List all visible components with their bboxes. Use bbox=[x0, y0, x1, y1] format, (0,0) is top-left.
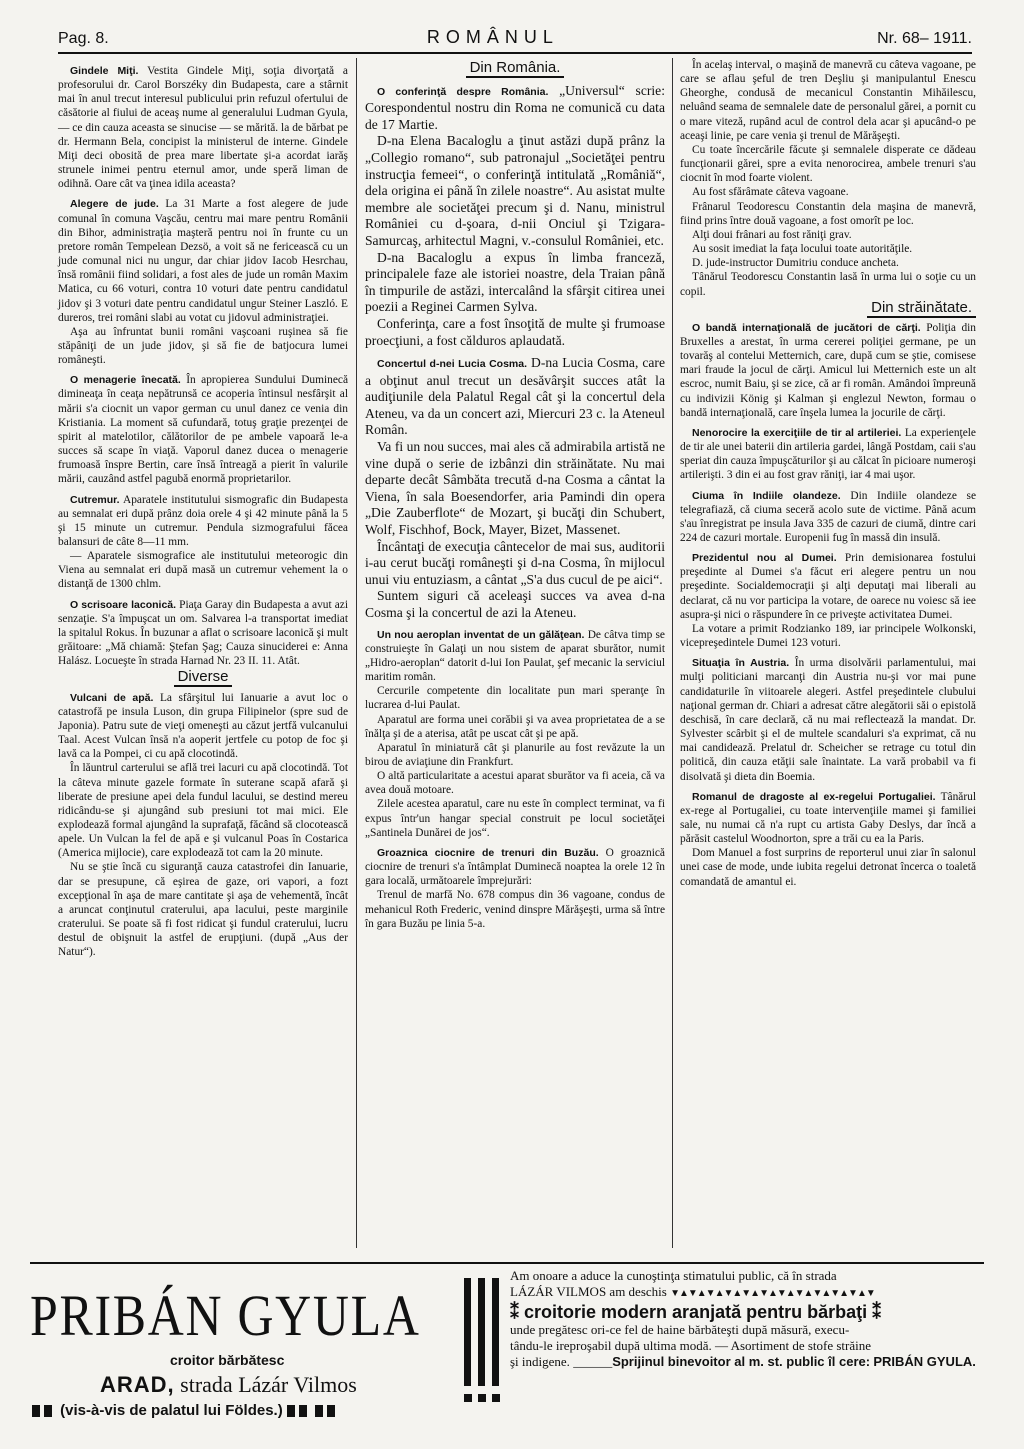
article-paragraph bbox=[680, 656, 976, 783]
article-heading: Cutremur. bbox=[70, 493, 120, 506]
article-heading: O bandă internaţională de jucători de cărţi. bbox=[692, 321, 921, 334]
article-text: La experienţele de tir ale unei baterii din artileria gardei, lângă Postdam, caii s'au speriat din cauza împuşcăturilor şi au călcat în picioare numeroşi artilerişti. 3 din ei au fost grav răniţi, iar 4 mai uşor. bbox=[680, 426, 976, 482]
article-heading: O conferinţă despre România. bbox=[377, 85, 549, 98]
article-text: D-na Lucia Cosma, care a obţinut anul trecut un desăvârşit succes atât la audiţiunile dela Palatul Regal cât şi la concertul dela Ateneu, va da un concert azi, Miercuri 23 c. la Ateneul Român. bbox=[365, 355, 665, 438]
article-text: De câtva timp se construieşte în Galaţi un nou sistem de aparat sburător, numit „Hidro-aeroplan“ datorit d-lui Ion Paulat, şef mecanic la serviciul maritim român. bbox=[365, 628, 665, 684]
article-paragraph bbox=[58, 373, 348, 486]
issue-number: Nr. 68– 1911. bbox=[877, 30, 972, 47]
article-heading: Concertul d-nei Lucia Cosma. bbox=[377, 358, 528, 371]
article-paragraph bbox=[365, 846, 665, 888]
article-text: Piaţa Garay din Budapesta a avut azi senzaţie. S'a împuşcat un om. Salvarea l-a transportat imediat la spitalul Rokus. În buzunar a aflat o scrisoare laconică şi mult grăitoare: „Mă chiamă: Ştefan Şag; Cauza sinuciderei e: Anna Halász. Locueşte în strada Harnad Nr. 23 II. 11. Atât. bbox=[58, 598, 348, 668]
article-text: În lăuntrul carterului se află trei lacuri cu apă clocotindă. Tot la câteva minute gazele formate în suterane scapă afară şi liberate de presiune apei dela fundul lacului, se destind mereu ridicându-se şi ajungând sub presiuni tot mai mici. Ele explodează formal ajungând la suprafaţă, făcând să clocotească apele. Un Vulcan la fel de apă e şi vulcanul Poas în Costarica (America mijlocie), care explodează tot cam la 20 minute. bbox=[58, 762, 348, 860]
article-text: Aşa au înfruntat bunii români vaşcoani ruşinea să fie stăpâniţi de un jude jidov, şi să fie de batjocura lumei româneşti. bbox=[58, 325, 348, 367]
article-paragraph bbox=[680, 622, 976, 650]
column-1 bbox=[58, 58, 348, 960]
article-paragraph bbox=[680, 200, 976, 228]
article-heading: Gindele Miţi. bbox=[70, 65, 139, 77]
article-text: D. jude-instructor Dumitriu conduce ancheta. bbox=[692, 257, 899, 270]
article-paragraph bbox=[365, 797, 665, 839]
article-paragraph bbox=[680, 321, 976, 420]
ad-city: ARAD, bbox=[100, 1372, 175, 1397]
ad-address bbox=[100, 1372, 357, 1398]
article-text: Dom Manuel a fost surprins de reporterul unui ziar în salonul unei case de mode, unde iubita regelui detronat încerca o toaletă comandată de amantul ei. bbox=[680, 847, 976, 888]
article-text: D-na Elena Bacaloglu a ţinut astăzi după prânz la „Collegio romano“, sub patronajul „Societăţei pentru instrucţia femeei“, o conferinţă intitulată „Româniă“, dela origina ei până în zilele noastre“. Au asistat multe membre ale societăţei precum şi d. Nanu, ministrul României cu d-şoara, d-nii Onciul şi Tzigara-Samurcaş, arhitectul Magni, v.-consulul României, etc. bbox=[365, 133, 665, 248]
article-paragraph bbox=[680, 143, 976, 185]
article-paragraph bbox=[58, 64, 348, 191]
article-text: Prin demisionarea fostului preşedinte al Dumei s'a făcut eri alegere pentru un nou preşedinte. Socialdemocraţii şi alţi deputaţi mai liberali au declarat, că nu vor participa la votare, de oarece nu voiesc să iee asupra-şi nici o răspundere în ce priveşte activitatea Dumei. bbox=[680, 552, 976, 621]
article-heading: Vulcani de apă. bbox=[70, 691, 154, 704]
article-heading: Nenorocire la exerciţiile de tir al artileriei. bbox=[692, 426, 902, 439]
article-heading: Groaznica ciocnire de trenuri din Buzău. bbox=[377, 846, 599, 859]
article-text: Aparatul în miniatură cât şi planurile au fost revăzute la un birou de aviaţiune din Frankfurt. bbox=[365, 741, 665, 768]
article-text: O altă particularitate a acestui aparat sburător va fi aceia, că va avea două motoare. bbox=[365, 770, 665, 797]
article-text: Nu se ştie încă cu siguranţă cauza catastrofei din Ianuarie, dar se presupune, că eşirea de gaze, ori vapori, a fozt excepţional în aşa de mare cantitate şi aşa de vehementă, încât a aruncat conţinutul craterului, apa lacului, peste marginile craterului. Se poate să fi fost ridicat şi fundul craterului, lucru destul de obişnuit la astfel de erupţiuni. (după „Aus der Natur“). bbox=[58, 861, 348, 959]
article-text: Conferinţa, care a fost însoţită de multe şi frumoase proecţiuni, a fost călduros aplaudată. bbox=[365, 315, 665, 348]
article-text: Au sosit imediat la faţa locului toate autorităţile. bbox=[692, 243, 913, 256]
article-text: Alţi doui frânari au fost răniţi grav. bbox=[692, 228, 852, 241]
article-text: La sfârşitul lui Ianuarie a avut loc o catastrofă pe insula Luson, din grupa Filipinelor (spre sud de Japonia). Patru sute de vieţi omeneşti au căzut jertfă vulcanului Taal. Acest Vulcan însă n'a aoperit jertfele cu potop de foc şi lavă ca la Pompei, ci cu apă clocotindă. bbox=[58, 691, 348, 761]
article-paragraph bbox=[365, 133, 665, 249]
article-heading: Romanul de dragoste al ex-regelui Portugaliei. bbox=[692, 790, 936, 803]
article-paragraph bbox=[680, 58, 976, 143]
article-text: În acelaş interval, o maşină de manevră cu câteva vagoane, pe care se aflau şeful de tren Deşliu şi manipulantul Enescu Gheorghe, condusă de mecanicul Constantin Mihăilescu, neluând seama de semnalele date de personalul gărei, a pornit cu o mare viteză, rupând acul de control dela acar şi apucând-o pe aceaşi linie, pe care venia şi trenul de Mărăşeşti. bbox=[680, 59, 976, 142]
article-text: — Aparatele sismografice ale institutului meteorogic din Viena au semnalat eri după masă un cutremur vehement la o distanţă de 1300 chlm. bbox=[58, 550, 348, 591]
article-paragraph bbox=[680, 242, 976, 256]
page-number: Pag. 8. bbox=[58, 30, 109, 47]
article-paragraph bbox=[365, 741, 665, 769]
article-paragraph bbox=[58, 761, 348, 860]
article-paragraph bbox=[680, 489, 976, 546]
article-text: O groaznică ciocnire de trenuri s'a întâmplat Duminecă noaptea la orele 12 în gara locală, următoarele împrejurări: bbox=[365, 846, 665, 888]
article-text: Încântaţi de execuţia cântecelor de mai sus, auditorii i-au cerut bucăţi româneşti şi d-na Cosma, în mijlocul unui viu entuziasm, a cântat „S'a dus cucul de pe aici“. bbox=[365, 538, 665, 587]
article-text: Frânarul Teodorescu Constantin dela maşina de manevră, fiind prins între două vagoane, a fost omorît pe loc. bbox=[680, 200, 976, 227]
article-paragraph bbox=[58, 197, 348, 324]
article-paragraph bbox=[365, 769, 665, 797]
article-text: Tânărul Teodorescu Constantin lasă în urma lui o soţie cu un copil. bbox=[680, 271, 976, 298]
newspaper-title: ROMÂNUL bbox=[426, 27, 559, 47]
article-paragraph bbox=[680, 790, 976, 847]
page-header bbox=[58, 20, 972, 54]
column-divider bbox=[672, 58, 673, 1248]
article-text: Poliţia din Bruxelles a arestat, în urma cererei poliţiei germane, pe un tovarăş al contelui Metternich, care, după cum se ştie, comisese mari fraude la jocul de cărţi. Amicul lui Metternich este un alt escroc, numit Baiu, şi se zice, că ar fi român. Amândoi împreună cu indivizii König şi Kalman şi englezul Newton, formau o bandă internaţională, care înşela lumea la jocurile de cărţi. bbox=[680, 321, 976, 419]
ad-street: strada Lázár Vilmos bbox=[180, 1372, 357, 1397]
article-paragraph bbox=[680, 426, 976, 483]
article-paragraph bbox=[365, 83, 665, 134]
ad-name: PRIBÁN GYULA bbox=[30, 1283, 421, 1348]
article-text: În urma disolvării parlamentului, mai mulţi politiciani marcanţi din Austria nu-şi vor mai pune candidaturile în viitoarele alegeri. Astfel preşedintele clubului naţional german dr. Chiari a adresat către alegătorii săi o epistolă deschisă, în care declară, că nu mai reflectează la mandat. Dr. Sylvester scârbit şi el de multele scandaluri s'a exprimat, că nu mai candidează. Prelatul dr. Scheicher se retrage cu totul din politică, din cauza etăţii sale înaintate. La vară probabil va fi disolvată şi dieta din Boemia. bbox=[680, 657, 977, 783]
article-heading: Situaţia în Austria. bbox=[692, 657, 790, 670]
article-text: D-na Bacaloglu a expus în limba franceză, principalele faze ale istoriei noastre, dela Traian până în timpurile de astăzi, intercalând la sfârşit citirea unei poezii a Reginei Carmen Sylva. bbox=[365, 249, 665, 315]
article-paragraph bbox=[680, 551, 976, 622]
ad-trade: croitor bărbătesc bbox=[170, 1352, 285, 1368]
article-text: Cu toate încercările făcute şi semnalele disperate ce dădeau funcţionarii gărei, spre a evita nenorocirea, ambele trenuri s'au ciocnit în mod foarte violent. bbox=[680, 143, 976, 185]
section-title: Din străinătate. bbox=[680, 301, 976, 315]
article-paragraph bbox=[680, 256, 976, 270]
article-paragraph bbox=[58, 860, 348, 959]
article-text: Aparatele institutului sismografic din Budapesta au semnalat eri după prânz doia orele 4 şi 42 minute până la 5 şi 15 minute un cutremur. Pendula sizmografului făcea balansuri de câte 8—11 mm. bbox=[58, 493, 348, 548]
article-paragraph bbox=[680, 270, 976, 298]
article-text: Vestita Gindele Miţi, soţia divorţată a profesorului dr. Carol Borszéky din Budapesta, care a stârnit mai în anul trecut interesul publicului prin refuzul ofertului de căsătorie al fiului de aceaş nume al generalului Ludman Gyula, — ce din cauza aceasta se sinucise — se mărită. la de bărbat pe dr. Hermann Bela, concipist la ministerul de interne. Gindele Miţi deci obosită de prea mare libertate şi-a acordat iarăş strunele inimei pentru eternul amor, unde speră liman de odihnă. Oare cât va ţinea idila aceasta? bbox=[58, 65, 348, 191]
article-text: Cercurile competente din localitate pun mari speranţe în lucrarea d-lui Paulat. bbox=[365, 685, 665, 712]
article-paragraph bbox=[680, 185, 976, 199]
article-paragraph bbox=[58, 325, 348, 367]
article-text: La votare a primit Rodzianko 189, iar principele Wolkonski, vicepreşedintele Dumei 123 voturi. bbox=[680, 622, 976, 650]
article-text: La 31 Marte a fost alegere de jude comunal în comuna Vaşcău, centru mai mare pentru Românii din Bihor, administraţia maşteră pentru noi în frunte cu un pretore român Tempelean Dezsö, a voit să ne fericească cu un jude comunal nici nu ungur, dar chiar jidov Iacob Hesrchau, însă românii fiind solidari, a fost ales de jude un român Maxim Matica, cu 66 voturi, contra 10 voturi date pentru candidatul jidov şi 3 voturi date pentru candidatul ungur Steiner Laszló. E dureros, trei români slabi au votat cu jidovul administraţiei. bbox=[58, 198, 348, 324]
article-heading: Prezidentul nou al Dumei. bbox=[692, 552, 837, 565]
article-paragraph bbox=[680, 228, 976, 242]
column-3 bbox=[680, 58, 976, 889]
column-2 bbox=[365, 58, 665, 931]
article-paragraph bbox=[365, 684, 665, 712]
article-paragraph bbox=[365, 713, 665, 741]
article-paragraph bbox=[365, 250, 665, 316]
advertisement-rule bbox=[30, 1262, 984, 1264]
article-text: Au fost sfărâmate câteva vagoane. bbox=[692, 186, 849, 199]
article-heading: O menagerie înecată. bbox=[70, 374, 181, 387]
article-text: În apropierea Sundului Duminecă dimineaţa în ceaţa nepătrunsă ce acoperia întinsul nesfârşit al mării s'a ciocnit un vapor german cu unul danez ce venia din Kristiania. La moment să cufundară, totuş graţie prezenţei de spirit al matelotilor, călătorilor de pe ambele vapoară le-a succes să scape în viaţă. Vaporul danez ducea o menagerie frumoasă înspre Bertin, care însă întreagă a pierit în valurile mării, cauzând astfel pagubă enormă proprietarilor. bbox=[58, 374, 349, 486]
article-text: Zilele acestea aparatul, care nu este în complect terminat, va fi expus într'un hangar special construit pe locul societăţei „Santinela Dunărei de jos“. bbox=[365, 798, 665, 839]
article-paragraph bbox=[365, 316, 665, 349]
article-text: Suntem siguri că aceleaşi succes va avea d-na Cosma şi la concertul de azi la Ateneu. bbox=[365, 588, 665, 620]
article-paragraph bbox=[365, 439, 665, 539]
article-heading: Alegere de jude. bbox=[70, 198, 159, 211]
article-paragraph bbox=[365, 628, 665, 685]
ad-announcement: Am onoare a aduce la cunoştinţa stimatului public, că în strada LÁZÁR VILMOS am deschis ▼▲▼▲▼▲▼▲▼▲▼▲▼▲▼▲▼▲▼▲▼▲▼ ⁑ croitorie modern aranjată pentru bărbaţi ⁑ unde pregătesc ori-ce fel de haine bărbăteşti după măsură, execu- tându-le ireproşabil după ultima modă. — Asortiment de stofe străine şi indigene. ______Sprijinul binevoitor al m. st. public îl cere: PRIBÁN GYULA. bbox=[510, 1268, 976, 1369]
article-paragraph bbox=[58, 598, 348, 669]
article-text: „Universul“ scrie: Corespondentul nostru din Roma ne comunică cu data de 17 Martie. bbox=[365, 82, 665, 132]
article-paragraph bbox=[58, 549, 348, 591]
article-heading: O scrisoare laconică. bbox=[70, 598, 177, 611]
section-title: Din România. bbox=[365, 60, 665, 77]
section-title: Diverse bbox=[58, 670, 348, 684]
article-paragraph bbox=[680, 846, 976, 888]
article-text: Aparatul are forma unei corăbii şi va avea proprietatea de a se înălţa şi de a aterisa, atât pe uscat cât şi pe apă. bbox=[365, 713, 665, 740]
ad-location: (vis-à-vis de palatul lui Földes.) bbox=[32, 1402, 339, 1419]
article-paragraph bbox=[365, 588, 665, 621]
article-text: Trenul de marfă No. 678 compus din 36 vagoane, condus de mehanicul Roth Frederic, venind dinspre Mărăşeşti, urma să între în gara Buzău pe linia 5-a. bbox=[365, 889, 665, 930]
article-paragraph bbox=[365, 888, 665, 930]
article-paragraph bbox=[365, 539, 665, 589]
article-text: Tânărul ex-rege al Portugaliei, cu toate intervenţiile mamei şi familiei sale, nu numai că n'a rupt cu artista Gaby Deslys, dar încă a părăsit castelul Woodnorton, spre a trăi cu ea la Paris. bbox=[680, 790, 976, 846]
article-paragraph bbox=[365, 355, 665, 439]
article-paragraph bbox=[58, 493, 348, 550]
column-divider bbox=[356, 58, 357, 1248]
exclamation-marks bbox=[462, 1278, 500, 1408]
article-text: Va fi un nou succes, mai ales că admirabila artistă ne vine după o serie de izbânzi din străinătate. Nu mai departe decât Sâmbăta trecută d-na Cosma a cântat la Viena, în sala Boesendorfer, aria Pamindi din opera „Die Zauberflote“ de Mozart, şi bucăţi din Schubert, Wolf, Fischhof, Bock, Mayer, Bizet, Massenet. bbox=[365, 439, 665, 538]
article-text: Din Indiile olandeze se telegrafiază, că ciuma seceră acolo sute de victime. Până acum s'au înregistrat pe insula Java 335 de cazuri de ciumă, dintre cari 224 de cazuri mortale. Europenii fug în massă din insulă. bbox=[680, 489, 977, 544]
article-heading: Ciuma în Indiile olandeze. bbox=[692, 489, 841, 502]
article-paragraph bbox=[58, 691, 348, 762]
article-heading: Un nou aeroplan inventat de un gălăţean. bbox=[377, 628, 585, 641]
